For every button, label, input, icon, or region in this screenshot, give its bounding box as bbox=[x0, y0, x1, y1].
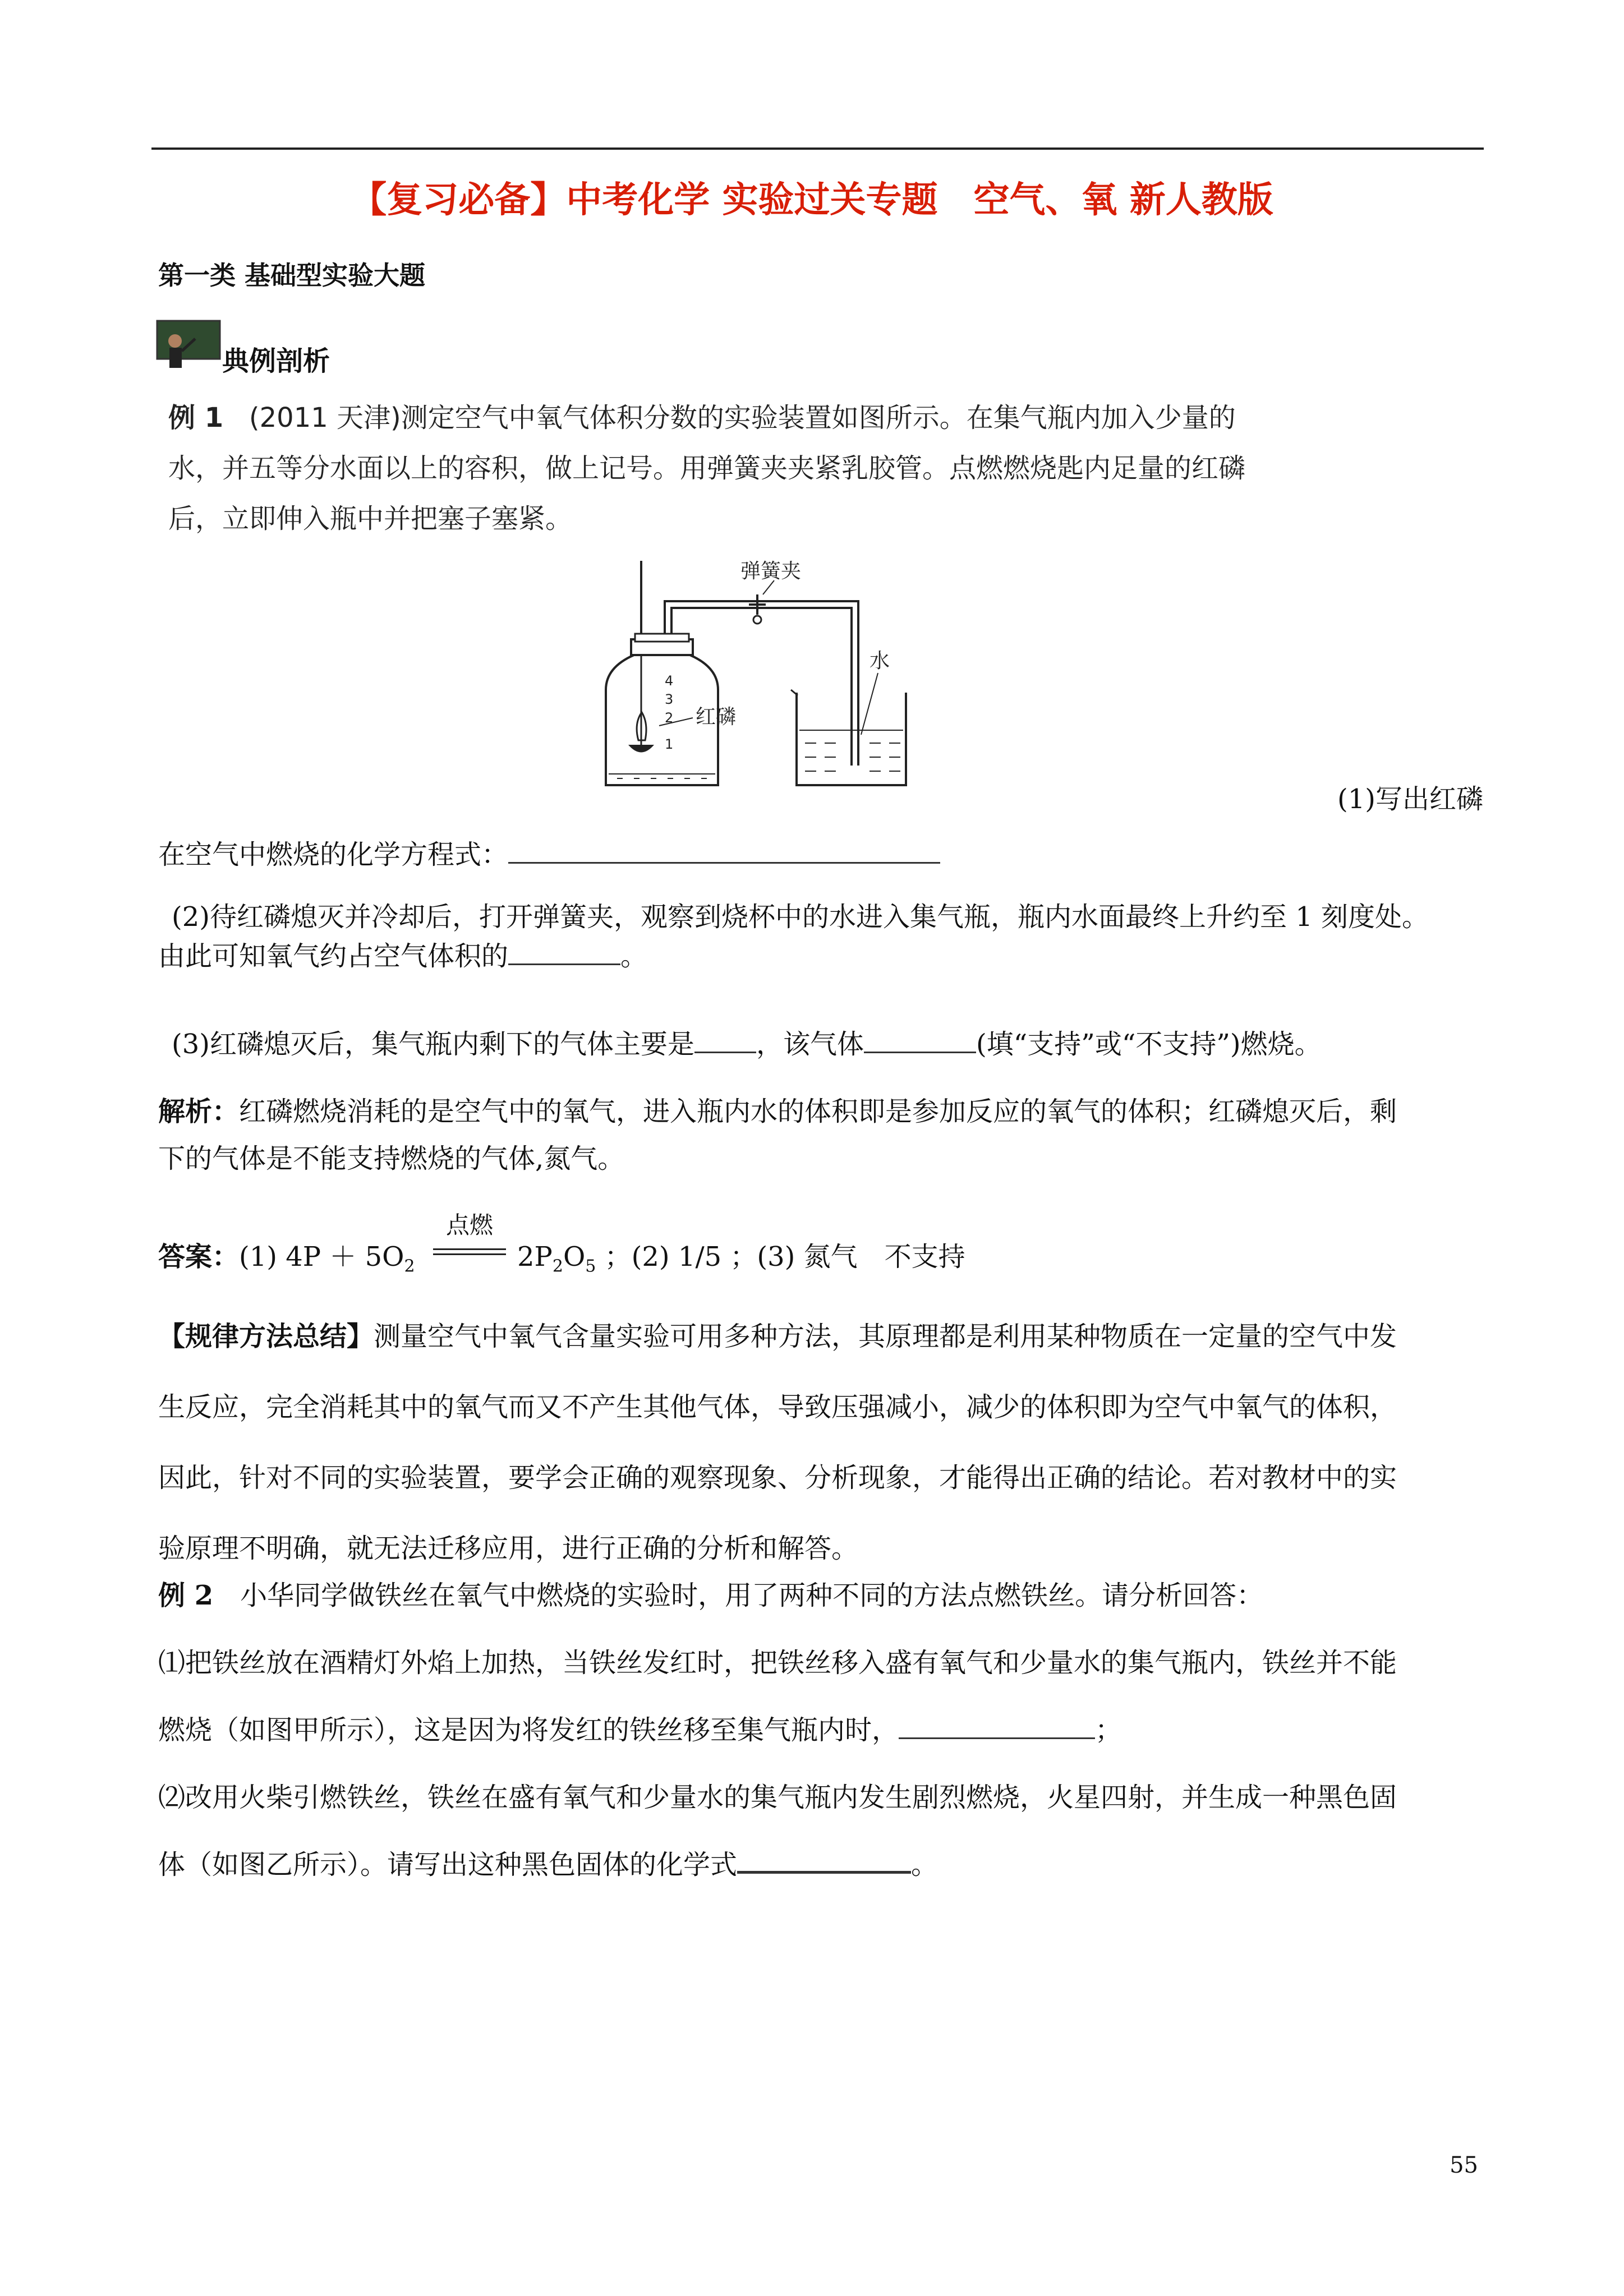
answer-sub2: 2 bbox=[404, 1256, 415, 1276]
example1-line3: 后，立即伸入瓶中并把塞子塞紧。 bbox=[168, 503, 573, 534]
answer-line bbox=[158, 1207, 1448, 1276]
label-clamp: 弹簧夹 bbox=[740, 560, 802, 583]
mark-1: 1 bbox=[665, 736, 674, 752]
summary-label: 【规律方法总结】 bbox=[158, 1321, 374, 1352]
q1-cont: 在空气中燃烧的化学方程式： bbox=[158, 839, 509, 870]
equals-sign bbox=[433, 1248, 506, 1255]
page-title: 【复习必备】中考化学 实验过关专题 空气、氧 新人教版 bbox=[351, 179, 1273, 221]
header-rule bbox=[151, 147, 1484, 150]
answer-part1: (1) 4P ＋ 5O bbox=[239, 1241, 404, 1273]
product-a: 2P bbox=[517, 1241, 553, 1273]
product-sub1: 2 bbox=[552, 1256, 563, 1276]
q3-a: (3)红磷熄灭后，集气瓶内剩下的气体主要是 bbox=[172, 1029, 694, 1060]
q2-block bbox=[158, 897, 1482, 976]
q3-blank-support[interactable] bbox=[864, 1052, 976, 1053]
analysis-line2: 下的气体是不能支持燃烧的气体,氮气。 bbox=[158, 1143, 625, 1174]
summary-line1: 测量空气中氧气含量实验可用多种方法，其原理都是利用某种物质在一定量的空气中发 bbox=[374, 1321, 1397, 1352]
example2-q1-line1: ⑴把铁丝放在酒精灯外焰上加热，当铁丝发红时，把铁丝移入盛有氧气和少量水的集气瓶内，铁丝并不能 bbox=[158, 1647, 1397, 1679]
page-number: 55 bbox=[1450, 2152, 1478, 2178]
answer-label: 答案： bbox=[158, 1241, 240, 1273]
q1-line bbox=[158, 837, 1482, 873]
example2-q2-line1: ⑵改用火柴引燃铁丝，铁丝在盛有氧气和少量水的集气瓶内发生剧烈燃烧，火星四射，并生成一种黑色固 bbox=[158, 1782, 1397, 1813]
analysis-line1: 红磷燃烧消耗的是空气中的氧气，进入瓶内水的体积即是参加反应的氧气的体积；红磷熄灭后，剩 bbox=[239, 1096, 1397, 1127]
analysis-block bbox=[158, 1088, 1482, 1182]
q2-line2a: 由此可知氧气约占空气体积的 bbox=[158, 940, 509, 972]
example2-intro: 小华同学做铁丝在氧气中燃烧的实验时，用了两种不同的方法点燃铁丝。请分析回答： bbox=[213, 1580, 1264, 1611]
apparatus-diagram bbox=[595, 555, 954, 808]
label-water: 水 bbox=[869, 649, 890, 672]
q2-line2b: 。 bbox=[620, 940, 648, 972]
q1-answer-blank[interactable] bbox=[508, 862, 940, 864]
example2-block bbox=[158, 1562, 1482, 1898]
q3-c: (填“支持”或“不支持”)燃烧。 bbox=[976, 1029, 1322, 1060]
summary-line2: 生反应，完全消耗其中的氧气而又不产生其他气体，导致压强减小，减少的体积即为空气中氧气的体积， bbox=[158, 1391, 1397, 1423]
label-phosphorus: 红磷 bbox=[696, 706, 737, 729]
q3-blank-gas[interactable] bbox=[694, 1052, 756, 1053]
q2-answer-blank[interactable] bbox=[508, 963, 620, 965]
example1-line1: 测定空气中氧气体积分数的实验装置如图所示。在集气瓶内加入少量的 bbox=[401, 402, 1236, 434]
mark-4: 4 bbox=[665, 673, 674, 689]
teacher-blackboard-icon bbox=[156, 319, 222, 370]
product-sub2: 5 bbox=[585, 1256, 596, 1276]
mark-2: 2 bbox=[665, 710, 674, 726]
summary-line3: 因此，针对不同的实验装置，要学会正确的观察现象、分析现象，才能得出正确的结论。若对教材中的实 bbox=[158, 1462, 1397, 1493]
q2-line1: (2)待红磷熄灭并冷却后，打开弹簧夹，观察到烧杯中的水进入集气瓶，瓶内水面最终上升约至 1 刻度处。 bbox=[172, 901, 1429, 933]
example2-label: 例 2 bbox=[158, 1580, 214, 1611]
example1-label: 例 1 bbox=[168, 402, 224, 434]
summary-block bbox=[158, 1301, 1482, 1584]
q1-start: (1)写出红磷 bbox=[1337, 783, 1483, 815]
section-title: 第一类 基础型实验大题 bbox=[158, 260, 426, 291]
condition-label: 点燃 bbox=[445, 1211, 493, 1239]
example1-line2: 水，并五等分水面以上的容积，做上记号。用弹簧夹夹紧乳胶管。点燃燃烧匙内足量的红磷 bbox=[168, 453, 1246, 484]
subheading: 典例剖析 bbox=[222, 345, 330, 377]
mark-3: 3 bbox=[665, 691, 674, 707]
answer-rest: ；(2) 1/5 ；(3) 氮气 不支持 bbox=[604, 1241, 965, 1273]
q3-b: ，该气体 bbox=[756, 1029, 864, 1060]
example2-q2-line2a: 体（如图乙所示）。请写出这种黑色固体的化学式 bbox=[158, 1849, 738, 1880]
example2-q1-line2b: ； bbox=[1095, 1714, 1122, 1746]
reaction-condition bbox=[433, 1207, 506, 1255]
example1-source: (2011 天津) bbox=[249, 402, 401, 434]
product-b: O bbox=[563, 1241, 586, 1273]
q3-line bbox=[158, 1026, 1496, 1062]
example2-q2-line2b: 。 bbox=[911, 1849, 938, 1880]
example2-q2-blank[interactable] bbox=[737, 1871, 911, 1874]
example2-q1-blank[interactable] bbox=[899, 1737, 1095, 1739]
example2-q1-line2a: 燃烧（如图甲所示），这是因为将发红的铁丝移至集气瓶内时， bbox=[158, 1714, 899, 1746]
analysis-label: 解析： bbox=[158, 1096, 240, 1127]
example1-block bbox=[168, 393, 1352, 544]
summary-line4: 验原理不明确，就无法迁移应用，进行正确的分析和解答。 bbox=[158, 1533, 859, 1564]
